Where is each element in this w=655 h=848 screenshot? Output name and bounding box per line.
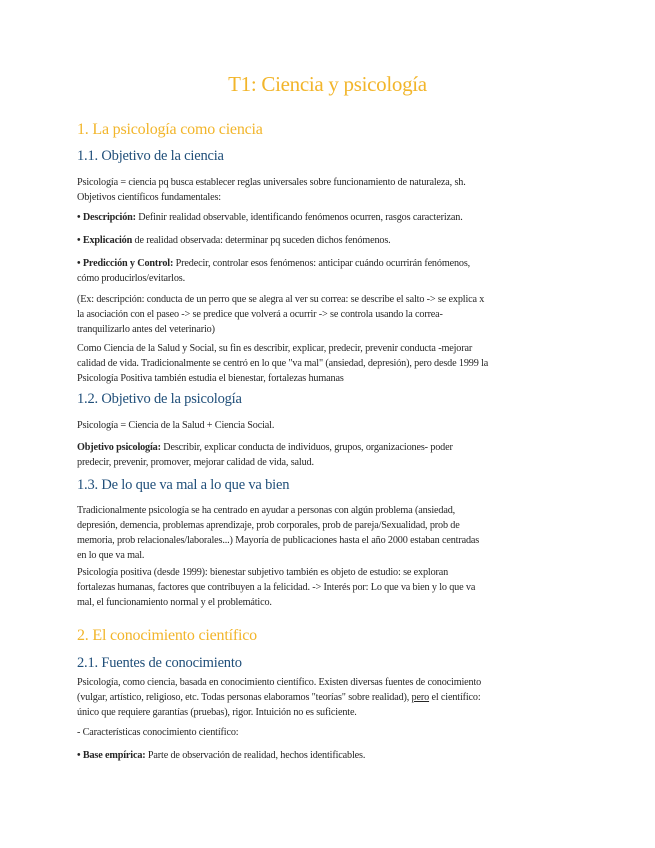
- bullet-base-empirica: [77, 748, 579, 763]
- bullet-term: • Predicción y Control:: [77, 258, 174, 269]
- text-line: fortalezas humanas, factores que contribuyen a la felicidad. -> Interés por: Lo que va bien y lo que va: [77, 582, 476, 593]
- paragraph-example: [77, 292, 579, 337]
- bullet-text: Predecir, controlar esos fenómenos: anticipar cuándo ocurrirán fenómenos,: [173, 258, 471, 269]
- section-heading-2: 2. El conocimiento científico: [77, 627, 257, 644]
- paragraph-positive-psychology: [77, 565, 579, 610]
- text-line: Describir, explicar conducta de individuos, grupos, organizaciones- poder: [160, 442, 453, 453]
- text-line: Objetivos científicos fundamentales:: [77, 192, 221, 203]
- paragraph-knowledge-sources: [77, 675, 579, 720]
- bullet-term: • Descripción:: [77, 212, 136, 223]
- text-line: Psicología positiva (desde 1999): bienestar subjetivo también es objeto de estudio: se exploran: [77, 567, 449, 578]
- text-line: cómo producirlos/evitarlos.: [77, 273, 185, 284]
- paragraph-health-social: [77, 341, 579, 386]
- section-heading-1: 1. La psicología como ciencia: [77, 121, 263, 138]
- paragraph-objective-psychology: [77, 440, 579, 470]
- text-line: único que requiere garantías (pruebas), rigor. Intuición no es suficiente.: [77, 707, 357, 718]
- bullet-text: Parte de observación de realidad, hechos identificables.: [145, 750, 366, 761]
- bullet-term: • Explicación: [77, 235, 133, 246]
- text-line: memoria, prob relacionales/laborales...) Mayoría de publicaciones hasta el año 2000 estaban centradas: [77, 535, 480, 546]
- bold-term: Objetivo psicología:: [77, 442, 161, 453]
- bullet-text: de realidad observada: determinar pq suceden dichos fenómenos.: [132, 235, 391, 246]
- subsection-heading-1-2: 1.2. Objetivo de la psicología: [77, 391, 242, 407]
- bullet-text: Definir realidad observable, identificando fenómenos ocurren, rasgos caracterizan.: [135, 212, 463, 223]
- bullet-explicacion: [77, 233, 579, 248]
- bullet-term: • Base empírica:: [77, 750, 146, 761]
- text-line: Como Ciencia de la Salud y Social, su fin es describir, explicar, predecir, prevenir conducta -mejorar: [77, 343, 473, 354]
- paragraph-traditional: [77, 503, 579, 563]
- text-segment: (vulgar, artístico, religioso, etc. Todas personas elaboramos "teorías" sobre realidad),: [77, 692, 412, 703]
- document-title: T1: Ciencia y psicología: [228, 72, 427, 96]
- text-line: la asociación con el paseo -> se predice que volverá a ocurrir -> se controla usando la correa-: [77, 309, 443, 320]
- text-line: mal, el funcionamiento normal y el problemático.: [77, 597, 272, 608]
- paragraph-characteristics: - Características conocimiento científico:: [77, 727, 239, 738]
- text-line: Psicología, como ciencia, basada en conocimiento científico. Existen diversas fuentes de conocimiento: [77, 677, 482, 688]
- text-line: tranquilizarlo antes del veterinario): [77, 324, 215, 335]
- text-segment: el científico:: [429, 692, 481, 703]
- paragraph-objectives: [77, 175, 579, 205]
- text-line: (Ex: descripción: conducta de un perro que se alegra al ver su correa: se describe el salto -> se explica x: [77, 294, 485, 305]
- bullet-prediccion: [77, 256, 579, 286]
- underlined-word: pero: [411, 692, 430, 703]
- paragraph-definition: Psicología = Ciencia de la Salud + Ciencia Social.: [77, 420, 275, 431]
- text-line: Tradicionalmente psicología se ha centrado en ayudar a personas con algún problema (ansiedad,: [77, 505, 456, 516]
- subsection-heading-1-1: 1.1. Objetivo de la ciencia: [77, 148, 224, 164]
- subsection-heading-1-3: 1.3. De lo que va mal a lo que va bien: [77, 477, 290, 493]
- bullet-descripcion: [77, 210, 579, 225]
- text-line: calidad de vida. Tradicionalmente se centró en lo que "va mal" (ansiedad, depresión), pero desde 1999 la: [77, 358, 489, 369]
- text-line: Psicología Positiva también estudia el bienestar, fortalezas humanas: [77, 373, 344, 384]
- text-line: en lo que va mal.: [77, 550, 145, 561]
- text-line: predecir, prevenir, promover, mejorar calidad de vida, salud.: [77, 457, 314, 468]
- text-line: depresión, demencia, problemas aprendizaje, prob corporales, prob de pareja/Sexualidad, prob de: [77, 520, 460, 531]
- subsection-heading-2-1: 2.1. Fuentes de conocimiento: [77, 655, 242, 671]
- text-line: Psicología = ciencia pq busca establecer reglas universales sobre funcionamiento de naturaleza, sh.: [77, 177, 466, 188]
